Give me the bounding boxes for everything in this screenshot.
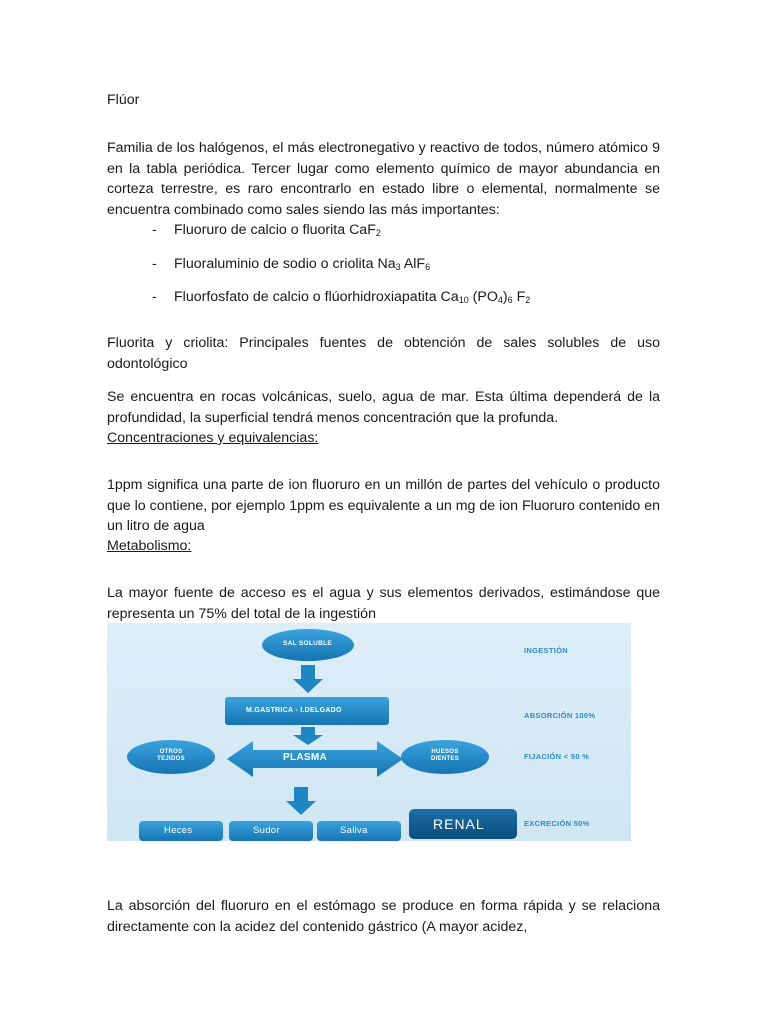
saliva-label: Saliva xyxy=(340,825,368,836)
list-item: - Fluorfosfato de calcio o flúorhidroxiapatita $Ca_{10}$ $(PO_4)_6$ $F_2$ xyxy=(152,289,531,305)
stage-excrecion-label: EXCRECIÓN 50% xyxy=(524,819,590,828)
paragraph-intro: Familia de los halógenos, el más electronegativo y reactivo de todos, número atómico 9 en la tabla periódica. Tercer lugar como elemento químico de mayor abundancia en corteza terrestre, es raro encontrarlo en estado libre o elemental, normalmente se encuentra combinado como sales siendo las más importantes: xyxy=(107,140,660,218)
heading-metabolismo: Metabolismo: xyxy=(107,538,192,554)
plasma-label: PLASMA xyxy=(283,752,328,763)
heces-label: Heces xyxy=(164,825,193,836)
document-title: Flúor xyxy=(107,92,140,108)
huesos-dientes-label: HUESOS DIENTES xyxy=(430,749,460,762)
stage-ingestion-label: INGESTIÓN xyxy=(524,646,568,655)
renal-label: RENAL xyxy=(433,816,485,832)
list-item: - Fluoraluminio de sodio o criolita $Na_3$ AlF$_6$ xyxy=(152,256,431,272)
paragraph-absorcion: La absorción del fluoruro en el estómago se produce en forma rápida y se relaciona directamente con la acidez del contenido gástrico (A mayor acidez, xyxy=(107,898,660,935)
arrow-down-3 xyxy=(286,787,316,815)
paragraph-fuente: La mayor fuente de acceso es el agua y sus elementos derivados, estimándose que representa un 75% del total de la ingestión xyxy=(107,585,660,622)
sudor-label: Sudor xyxy=(253,825,280,836)
arrow-down-1 xyxy=(293,665,323,693)
arrow-down-2 xyxy=(293,727,323,745)
stage-fijacion-label: FIJACIÓN < 50 % xyxy=(524,752,590,761)
list-item: - Fluoruro de calcio o fluorita CaF$_2$ xyxy=(152,222,381,238)
heading-concentraciones: Concentraciones y equivalencias: xyxy=(107,430,319,446)
paragraph-fluorita: Fluorita y criolita: Principales fuentes de obtención de sales solubles de uso odontológico xyxy=(107,335,660,372)
metabolism-diagram xyxy=(107,623,631,841)
otros-tejidos-label: OTROS TEJIDOS xyxy=(157,749,185,762)
paragraph-rocas: Se encuentra en rocas volcánicas, suelo, agua de mar. Esta última dependerá de la profundidad, la superficial tendrá menos concentración que la profunda. xyxy=(107,389,660,426)
stage-absorcion-label: ABSORCIÓN 100% xyxy=(524,711,596,720)
diagram-shapes xyxy=(107,623,631,841)
sal-soluble-label: SAL SOLUBLE xyxy=(283,640,333,647)
paragraph-ppm: 1ppm significa una parte de ion fluoruro en un millón de partes del vehículo o producto que lo contiene, por ejemplo 1ppm es equivalente a un mg de ion Fluoruro contenido en un litro de agua xyxy=(107,477,660,535)
mucosa-label: M.GASTRICA - I.DELGADO xyxy=(246,707,342,714)
